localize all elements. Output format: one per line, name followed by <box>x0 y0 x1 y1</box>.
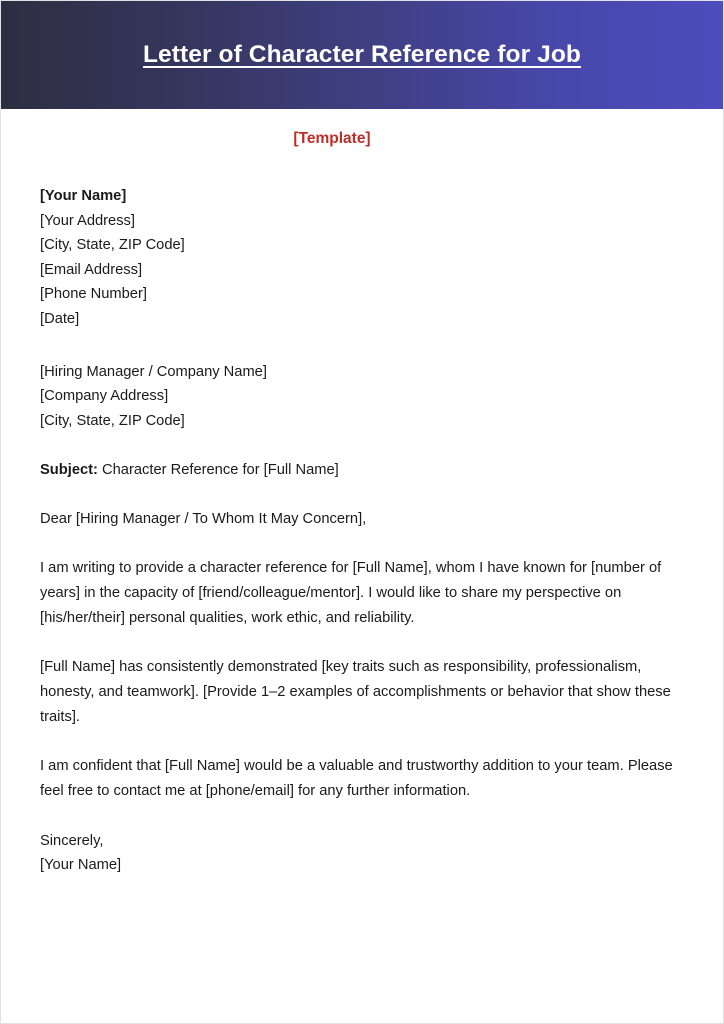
spacer-above-sender-block <box>40 148 684 184</box>
sender-address-block <box>40 184 684 332</box>
sender-email: [Email Address] <box>40 261 143 278</box>
sender-city-state-zip: [City, State, ZIP Code] <box>40 237 185 254</box>
salutation: Dear [Hiring Manager / To Whom It May Concern], <box>40 510 367 527</box>
spacer-above-paragraph-1 <box>40 532 684 556</box>
sender-phone: [Phone Number] <box>40 286 147 303</box>
body-paragraph: I am confident that [Full Name] would be a valuable and trustworthy addition to your team. Please feel free to contact me at [phone/email] for any further information. <box>40 757 673 799</box>
subject-label: Subject: <box>40 462 98 479</box>
document-header-banner <box>1 1 723 109</box>
spacer-above-paragraph-2 <box>40 631 684 655</box>
signature-name: [Your Name] <box>40 857 122 874</box>
spacer-above-salutation <box>40 483 684 507</box>
closing-block <box>40 829 684 878</box>
recipient-address-block <box>40 360 684 434</box>
recipient-city-state-zip: [City, State, ZIP Code] <box>40 412 185 429</box>
sender-name: [Your Name] <box>40 188 127 204</box>
spacer-above-subject <box>40 433 684 458</box>
valediction: Sincerely, <box>40 832 104 849</box>
body-paragraph: I am writing to provide a character reference for [Full Name], whom I have known for [number of years] in the capacity of [friend/colleague/mentor]. I would like to share my perspective on [his/her/their] personal qualities, work ethic, and reliability. <box>40 559 662 626</box>
spacer-above-closing <box>40 804 684 829</box>
letter-date: [Date] <box>40 310 80 327</box>
body-paragraph: [Full Name] has consistently demonstrated [key traits such as responsibility, professionalism, honesty, and teamwork]. [Provide 1–2 examples of accomplishments or behavior that show these traits]. <box>40 658 671 725</box>
document-body <box>1 109 723 878</box>
subject-line <box>40 458 684 483</box>
spacer-above-paragraph-3 <box>40 730 684 754</box>
subject-value: Character Reference for [Full Name] <box>97 462 339 479</box>
sender-address: [Your Address] <box>40 212 135 229</box>
recipient-company-address: [Company Address] <box>40 388 169 405</box>
spacer-above-recipient-block <box>40 332 684 360</box>
recipient-name: [Hiring Manager / Company Name] <box>40 363 267 380</box>
page-title: Letter of Character Reference for Job <box>142 41 581 68</box>
template-label: [Template] <box>293 130 371 147</box>
